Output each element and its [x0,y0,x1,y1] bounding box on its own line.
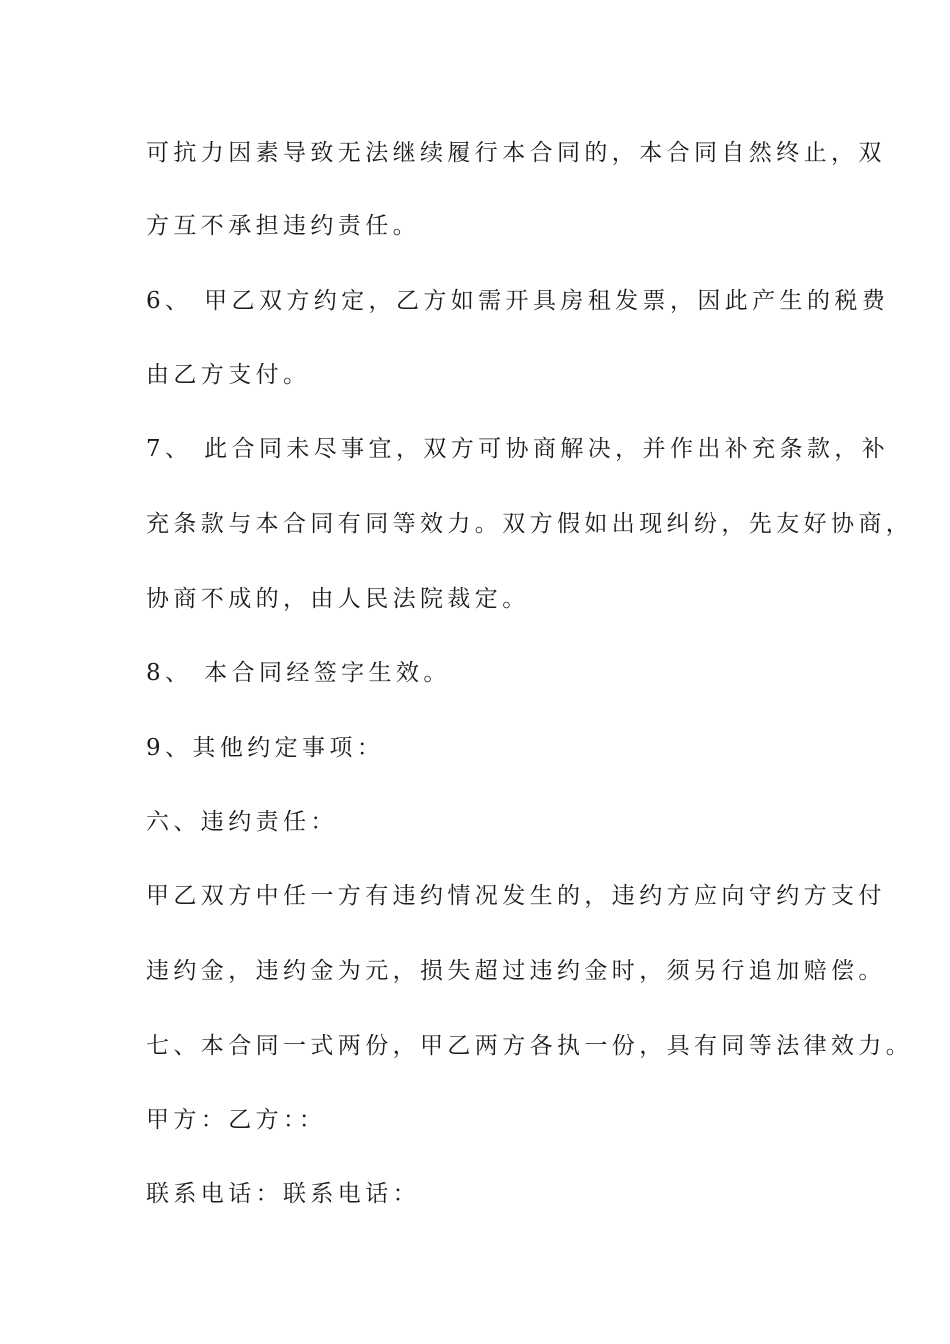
section-6-line-1: 甲乙双方中任一方有违约情况发生的，违约方应向守约方支付 [146,883,886,909]
contact-phone-line: 联系电话：联系电话： [146,1181,420,1207]
clause-8: 8、 本合同经签字生效。 [146,660,451,686]
party-signature-line: 甲方：乙方：： [146,1107,327,1133]
clause-6-line-1: 6、 甲乙双方约定，乙方如需开具房租发票，因此产生的税费 [146,288,890,314]
section-7: 七、本合同一式两份，甲乙两方各执一份，具有同等法律效力。 [146,1033,914,1059]
clause-7-line-2: 充条款与本合同有同等效力。双方假如出现纠纷，先友好协商， [146,511,914,537]
clause-9: 9、其他约定事项： [146,735,385,761]
section-6-line-2: 违约金，违约金为元，损失超过违约金时，须另行追加赔偿。 [146,958,886,984]
clause-6-line-2: 由乙方支付。 [146,362,311,388]
section-6-heading: 六、违约责任： [146,809,338,835]
clause-5-continued-line-1: 可抗力因素导致无法继续履行本合同的，本合同自然终止，双 [146,140,886,166]
clause-7-line-3: 协商不成的，由人民法院裁定。 [146,586,530,612]
clause-7-line-1: 7、 此合同未尽事宜，双方可协商解决，并作出补充条款，补 [146,436,890,462]
clause-5-continued-line-2: 方互不承担违约责任。 [146,213,420,239]
